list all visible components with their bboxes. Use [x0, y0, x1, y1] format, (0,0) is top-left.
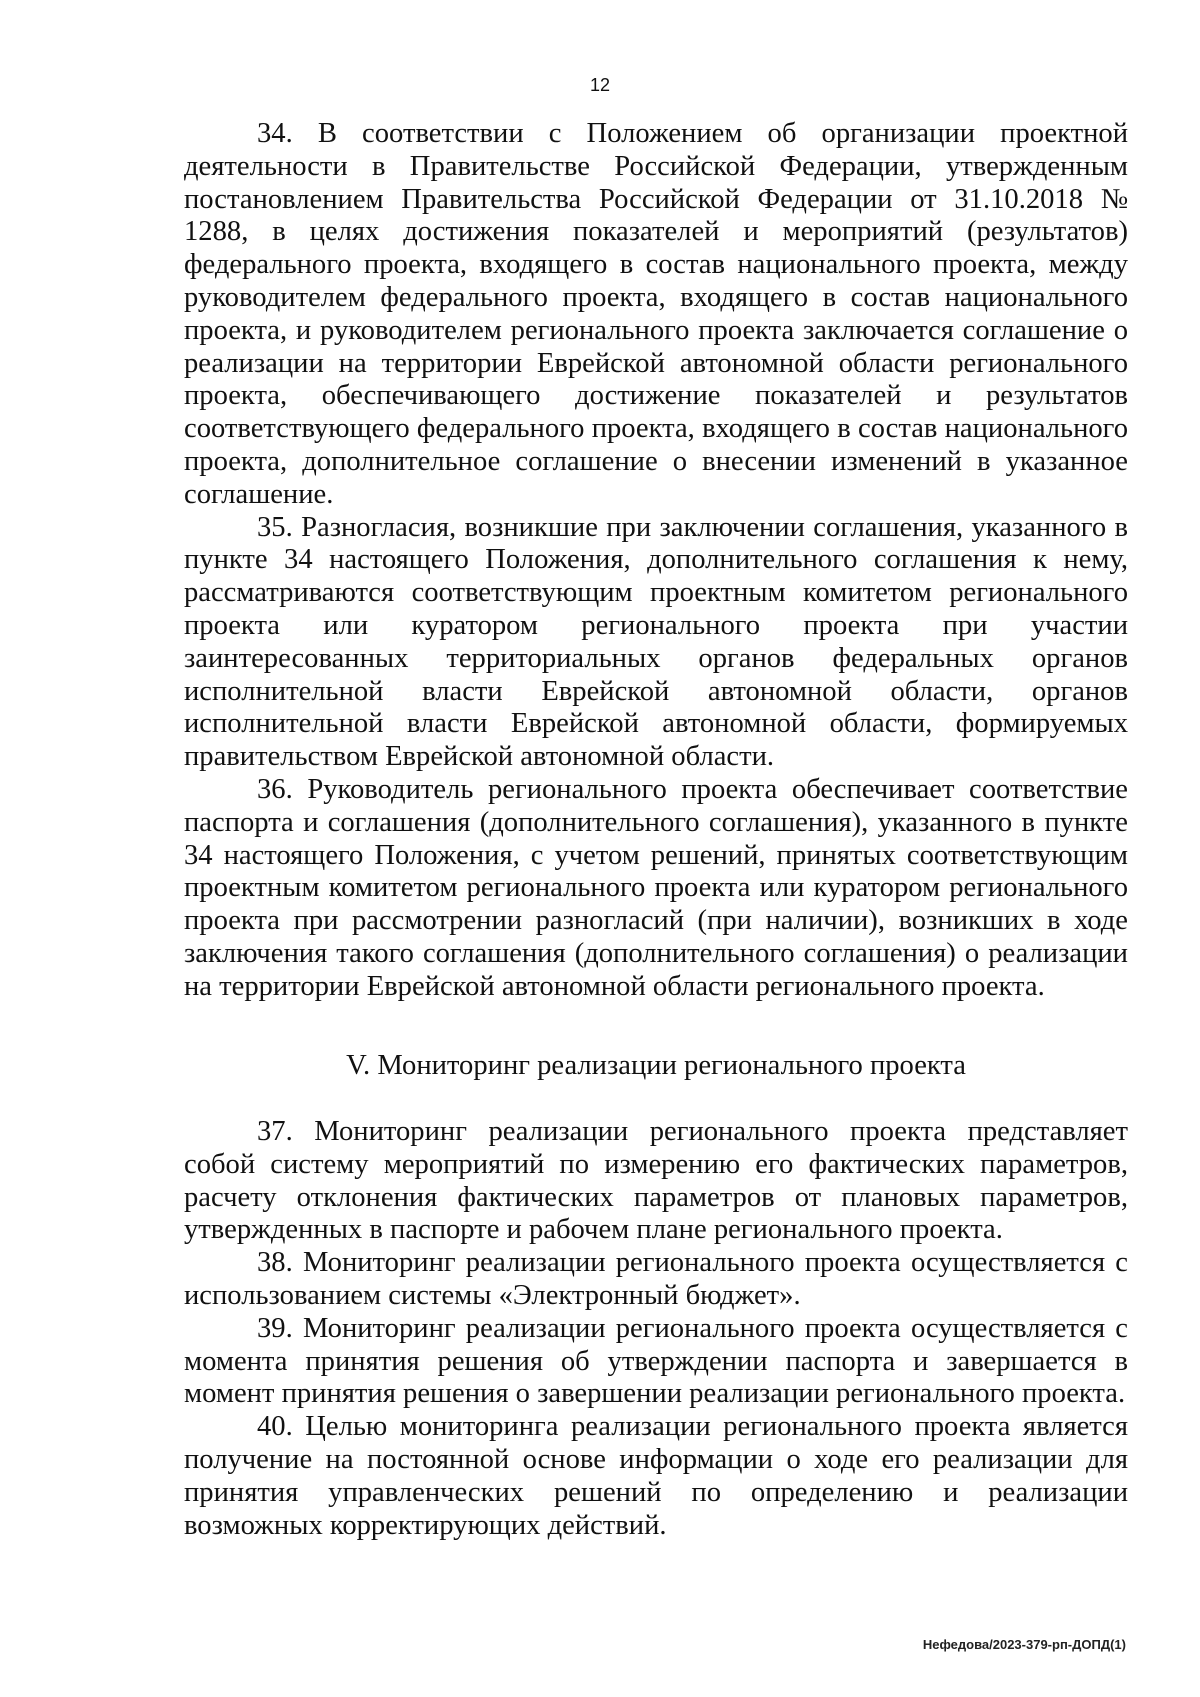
page-number: 12 [589, 75, 611, 95]
paragraph-37: 37. Мониторинг реализации регионального проекта представляет собой систему мероприятий по измерению его фактических параметров, расчету отклонения фактических параметров от плановых параметров, утвержденных в паспорте и рабочем плане регионального проекта. [184, 1116, 1128, 1246]
paragraphs-block-1 [184, 118, 1128, 1004]
paragraph-36: 36. Руководитель регионального проекта обеспечивает соответствие паспорта и соглашения (дополнительного соглашения), указанного в пункте 34 настоящего Положения, с учетом решений, принятых соответствующим проектным комитетом регионального проекта или куратором регионального проекта при рассмотрении разногласий (при наличии), возникших в ходе заключения такого соглашения (дополнительного соглашения) о реализации на территории Еврейской автономной области регионального проекта. [184, 773, 1128, 1002]
section-heading: V. Мониторинг реализации регионального проекта [346, 1050, 966, 1081]
paragraphs-block-2 [184, 1116, 1128, 1542]
paragraph-38: 38. Мониторинг реализации регионального проекта осуществляется с использованием системы «Электронный бюджет». [184, 1247, 1128, 1311]
paragraph-34: 34. В соответствии с Положением об организации проектной деятельности в Правительстве Российской Федерации, утвержденным постановлением Правительства Российской Федерации от 31.10.2018 № 1288, в целях достижения показателей и мероприятий (результатов) федерального проекта, входящего в состав национального проекта, между руководителем федерального проекта, входящего в состав национального проекта, и руководителем регионального проекта заключается соглашение о реализации на территории Еврейской автономной области регионального проекта, обеспечивающего достижение показателей и результатов соответствующего федерального проекта, входящего в состав национального проекта, дополнительное соглашение о внесении изменений в указанное соглашение. [184, 118, 1128, 510]
paragraph-40: 40. Целью мониторинга реализации регионального проекта является получение на постоянной основе информации о ходе его реализации для принятия управленческих решений по определению и реализации возможных корректирующих действий. [184, 1411, 1128, 1541]
paragraph-39: 39. Мониторинг реализации регионального проекта осуществляется с момента принятия решения об утверждении паспорта и завершается в момент принятия решения о завершении реализации регионального проекта. [184, 1312, 1128, 1410]
document-code: Нефедова/2023-379-рп-ДОПД(1) [922, 1637, 1126, 1652]
paragraph-35: 35. Разногласия, возникшие при заключении соглашения, указанного в пункте 34 настоящего Положения, дополнительного соглашения к нему, рассматриваются соответствующим проектным комитетом регионального проекта или куратором регионального проекта при участии заинтересованных территориальных органов федеральных органов исполнительной власти Еврейской автономной области, органов исполнительной власти Еврейской автономной области, формируемых правительством Еврейской автономной области. [184, 511, 1128, 773]
